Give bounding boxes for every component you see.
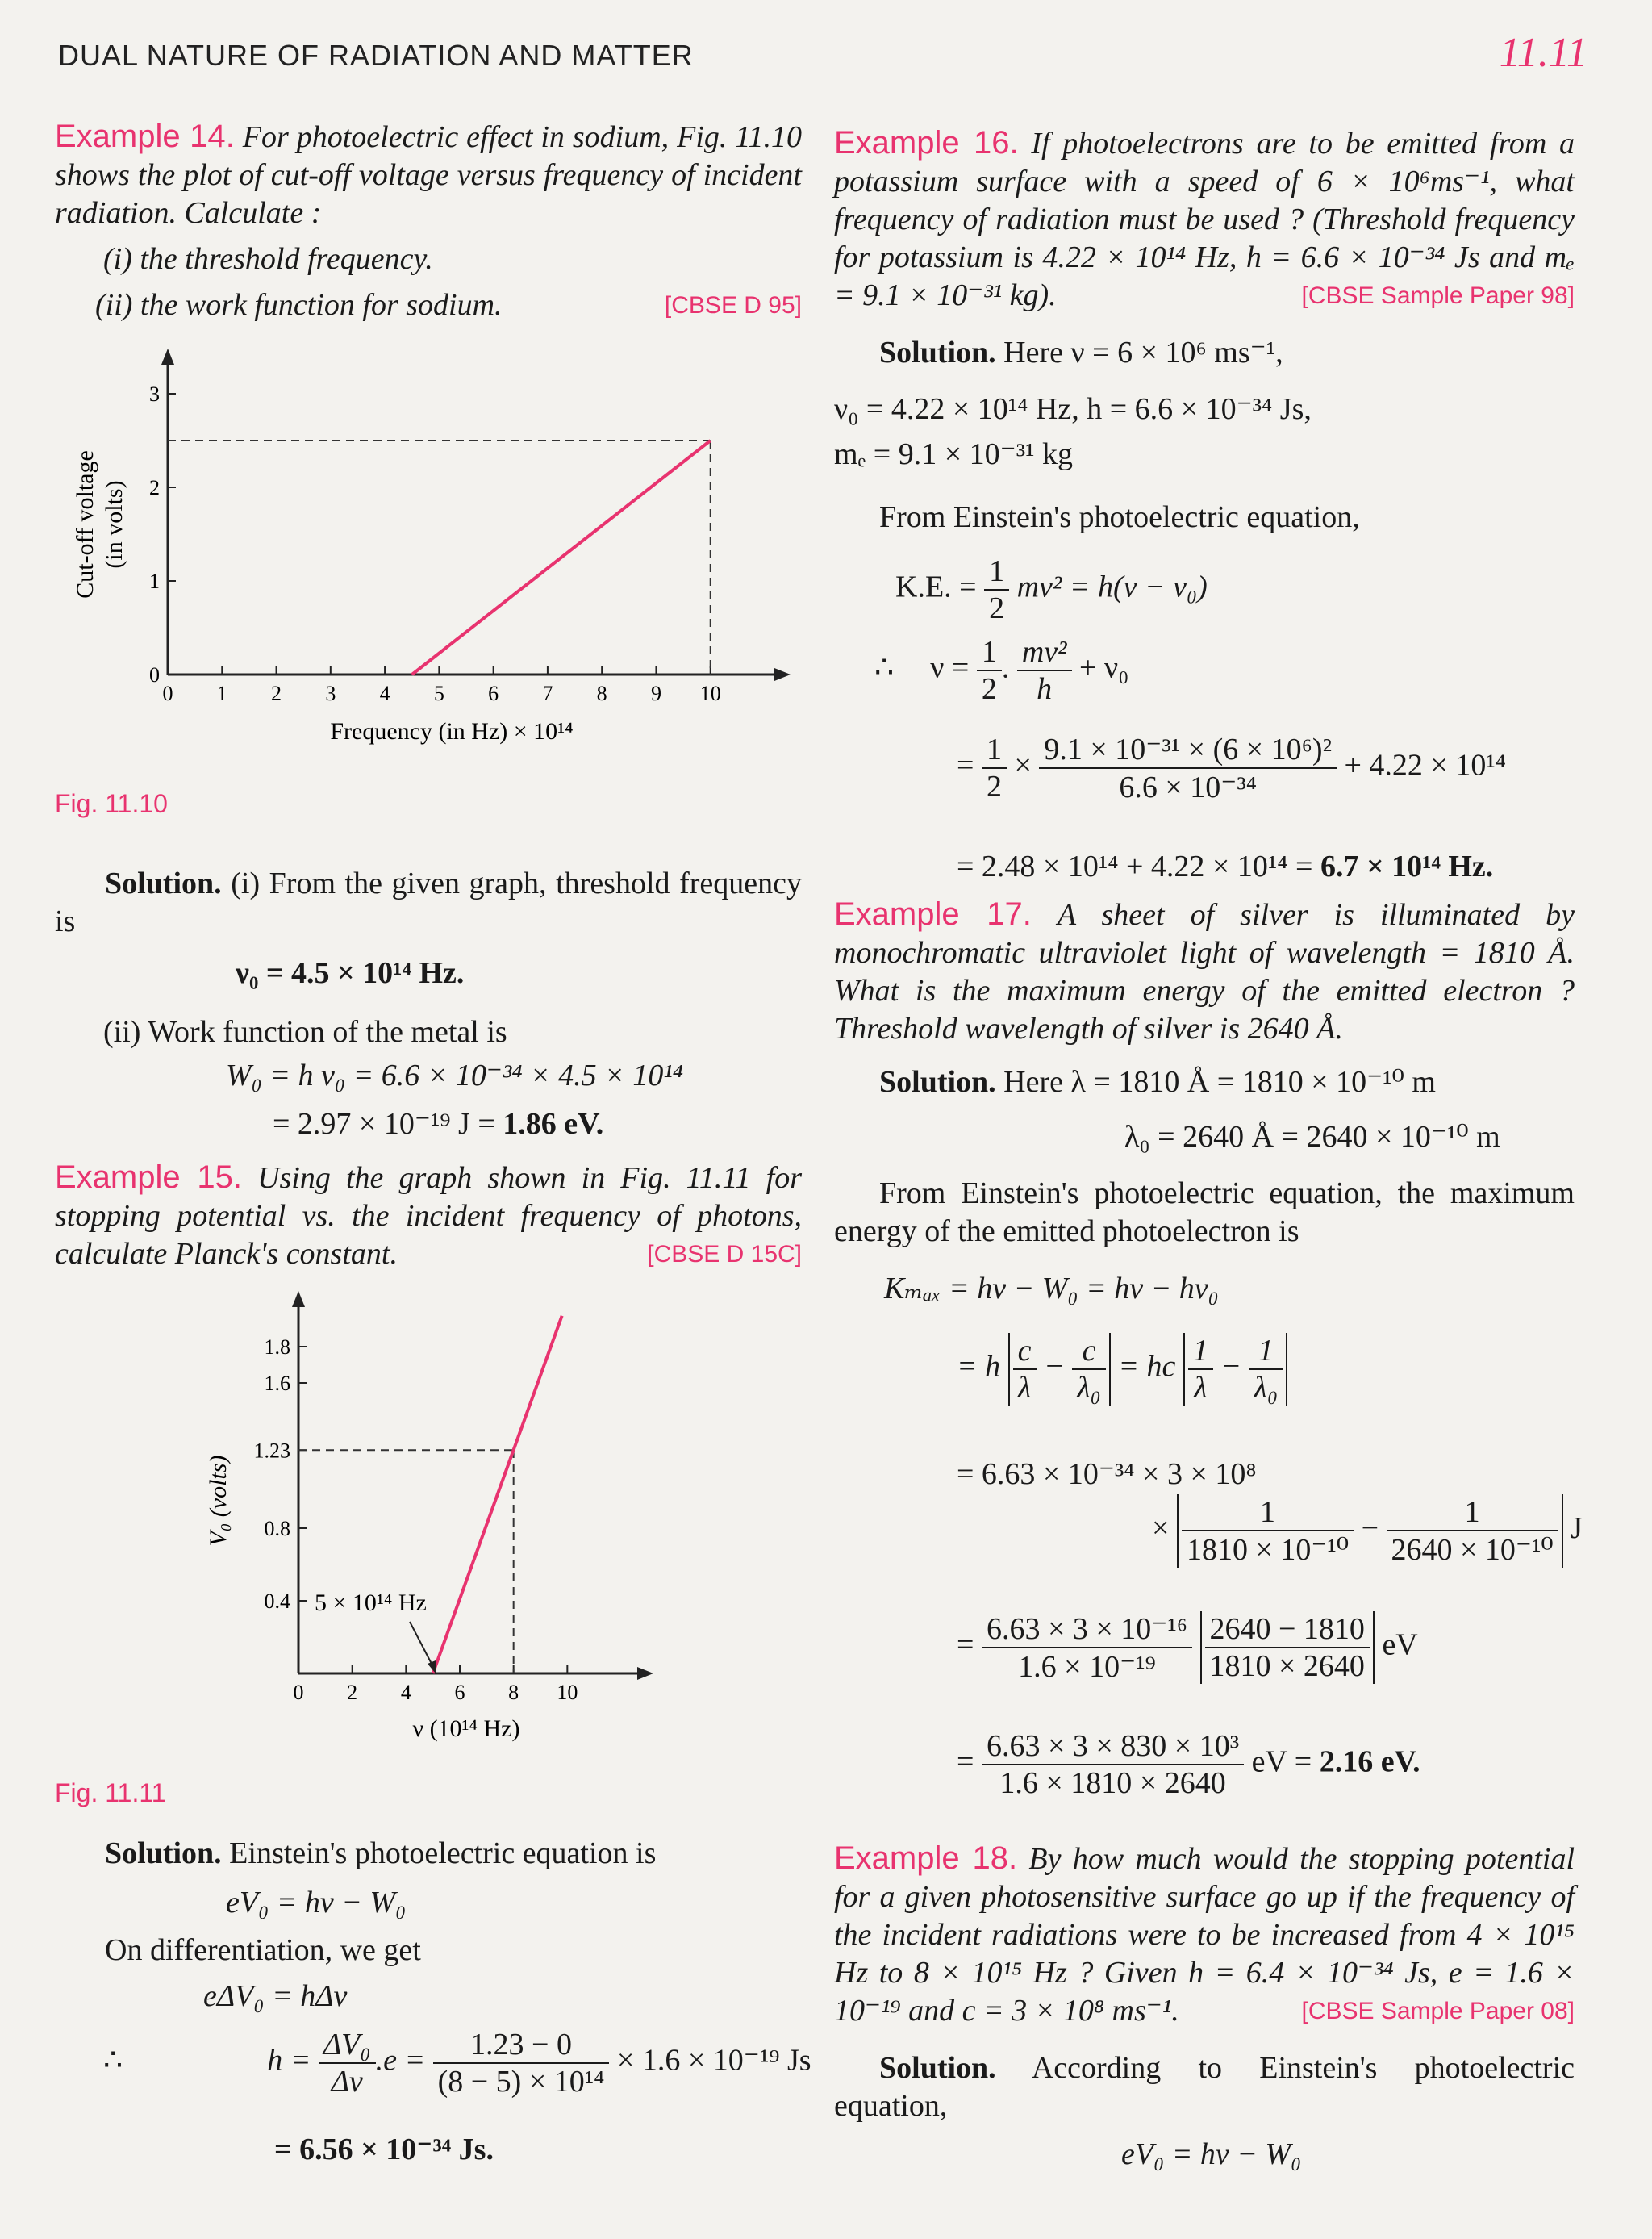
solution-15-lead: Solution. — [105, 1836, 222, 1870]
frac-substitution: $\frac{\text{9.1 × 10⁻³¹ × (6 × 10⁶)²}}{\text{6.6 × 10⁻³⁴}}$ — [1039, 731, 1337, 805]
solution-14-eq3 — [273, 1105, 603, 1142]
fig10-x-axis-title: Frequency (in Hz) × 10¹⁴ — [330, 718, 574, 745]
fig11-x-tick-label: 6 — [454, 1681, 465, 1704]
solution-17-num1: = 6.63 × 10⁻³⁴ × 3 × 10⁸ — [957, 1457, 1257, 1491]
solution-14-eq1: ν₀ = 4.5 × 10¹⁴ Hz. — [236, 956, 465, 990]
solution-16-substitution: = $\frac{1}{2}$ × $\frac{\text{9.1 × 10⁻³¹ × (6 × 10⁶)²}}{\text{6.6 × 10⁻³⁴}}$ + 4.22 × 10¹⁴ — [957, 733, 1506, 804]
page-number: 11.11 — [1499, 30, 1587, 76]
example-17-text: A sheet of silver is illuminated by monochromatic ultraviolet light of wavelength = 1810 Å. What is the maximum energy of the emitted electron ? Threshold wavelength of silver is 2640 Å. — [834, 898, 1575, 1046]
example-14-text: For photoelectric effect in sodium, Fig. 11.10 shows the plot of cut-off voltage versus frequency of incident radiation. Calculate : — [55, 120, 802, 230]
fig10-axes — [161, 349, 791, 681]
fig10-y-tick-label: 3 — [149, 382, 160, 406]
example-16-label: Example 16 — [834, 125, 1010, 161]
fig10-x-tick-label: 6 — [488, 682, 499, 705]
frac-half-3: $\frac{1}{2}$ — [982, 732, 1007, 804]
example-14: Example 14. For photoelectric effect in sodium, Fig. 11.10 shows the plot of cut-off voltage versus frequency of incident radiation. Calculate : — [55, 119, 802, 230]
solution-15-line1: Einstein's photoelectric equation is — [229, 1836, 657, 1870]
solution-16-line4: From Einstein's photoelectric equation, — [879, 500, 1360, 534]
example-18: Example 18. By how much would the stopping potential for a given photosensitive surface go up if the frequency of the incident radiations were to be increased from 4 × 10¹⁵ Hz to 8 × 10¹⁵ Hz ? Given h = 6.4 × 10⁻³⁴ Js, e = 1.6 × 10⁻¹⁹ and c = 3 × 10⁸ ms⁻¹. [CBSE Sample Paper 08] — [834, 1840, 1575, 2030]
fig11-x-tick-label: 10 — [557, 1681, 578, 1704]
fig10-x-tick-label: 3 — [325, 682, 336, 705]
frac-mv2-h: $\frac{\text{mv²}}{h}$ — [1017, 634, 1072, 707]
example-14-source: [CBSE D 95] — [664, 292, 802, 319]
solution-16-here-text: Here ν = 6 × 10⁶ ms⁻¹, — [1003, 336, 1283, 370]
solution-17-lead: Solution. — [879, 1065, 996, 1099]
example-16-source: [CBSE Sample Paper 98] — [1301, 282, 1575, 309]
fig-11-10-caption: Fig. 11.10 — [55, 789, 168, 818]
ke-rhs: mv² = h(ν − ν₀) — [1016, 570, 1208, 604]
chapter-title: DUAL NATURE OF RADIATION AND MATTER — [58, 39, 694, 72]
example-17-label: Example 17 — [834, 896, 1023, 932]
fig11-x-tick-label: 2 — [347, 1681, 358, 1704]
fig11-annotation-arrow — [410, 1622, 432, 1664]
solution-15-eq4: = 6.56 × 10⁻³⁴ Js. — [274, 2132, 494, 2166]
fig10-x-tick-label: 2 — [271, 682, 282, 705]
fig10-y-tick-label: 0 — [149, 663, 160, 687]
fig11-y-tick-label: 0.4 — [264, 1589, 290, 1613]
solution-16-answer: 6.7 × 10¹⁴ Hz. — [1320, 850, 1494, 883]
example-14-part2-text: (ii) the work function for sodium. — [95, 288, 503, 322]
example-15: Example 15. Using the graph shown in Fig. 11.11 for stopping potential vs. the incident frequency of photons, calculate Planck's constant. [CBSE D 15C] — [55, 1159, 802, 1273]
fig11-x-tick-label: 0 — [293, 1681, 304, 1704]
solution-17-line2: λ₀ = 2640 Å = 2640 × 10⁻¹⁰ m — [1124, 1120, 1500, 1154]
fig11-x-tick-label: 4 — [400, 1681, 411, 1704]
solution-16-ke — [895, 553, 1208, 626]
solution-17-here — [879, 1063, 1436, 1101]
example-18-source: [CBSE Sample Paper 08] — [1301, 1998, 1575, 2024]
solution-17-num2: × $\frac{1}{\text{1810 × 10⁻¹⁰}}$ − $\frac{1}{\text{2640 × 10⁻¹⁰}}$ J — [1152, 1495, 1583, 1567]
fig10-y-tick-label: 1 — [149, 570, 160, 593]
solution-17-kmax: Kₘₐₓ = hν − W₀ = hν − hν₀ — [884, 1272, 1219, 1305]
solution-16-here — [879, 334, 1283, 372]
solution-14-eq3-text: = 2.97 × 10⁻¹⁹ J = — [273, 1107, 503, 1141]
solution-14-line1: (i) From the given graph, threshold frequency is — [55, 867, 802, 938]
solution-18-line1: According to Einstein's photoelectric equation, — [834, 2051, 1575, 2123]
example-14-part1: (i) the threshold frequency. — [103, 242, 433, 276]
fig11-series-line — [433, 1316, 562, 1673]
fig10-y-tick-label: 2 — [149, 476, 160, 499]
example-16-text: If photoelectrons are to be emitted from a potassium surface with a speed of 6 × 10⁶ms⁻¹, what frequency of radiation must be used ? (Threshold frequency for potassium is 4.22 × 10¹⁴ Hz, h = 6.6 × 10⁻³⁴ Js and mₑ = 9.1 × 10⁻³¹ kg). — [834, 127, 1575, 312]
frac-half: $\frac{1}{2}$ — [984, 553, 1009, 626]
eq3-lhs: h = — [267, 2043, 311, 2078]
fig10-x-tick-label: 9 — [650, 682, 661, 705]
solution-17-ev2: = $\frac{\text{6.63 × 3 × 830 × 10³}}{1.6 \times 1810 \times 2640}$ eV = 2.16 eV. — [957, 1729, 1420, 1800]
solution-15-intro — [105, 1835, 656, 1873]
example-14-part2 — [95, 286, 802, 324]
solution-17-answer: 2.16 eV. — [1319, 1744, 1420, 1779]
figure-11-10 — [65, 347, 807, 767]
fig11-y-tick-label: 1.8 — [264, 1335, 290, 1359]
solution-16-result: = 2.48 × 10¹⁴ + 4.22 × 10¹⁴ = 6.7 × 10¹⁴ Hz. — [957, 850, 1494, 883]
ke-lhs: K.E. = — [895, 570, 977, 604]
fig10-x-tick-label: 7 — [542, 682, 553, 705]
solution-14-line2: (ii) Work function of the metal is — [103, 1015, 507, 1049]
eq3-rhs: × 1.6 × 10⁻¹⁹ Js — [616, 2043, 811, 2078]
solution-16-nu: ∴ ν = $\frac{1}{2}$ . $\frac{\text{mv²}}{h}$ + ν₀ — [874, 635, 1129, 706]
solution-16-line2: ν₀ = 4.22 × 10¹⁴ Hz, h = 6.6 × 10⁻³⁴ Js, — [834, 392, 1312, 426]
solution-14-intro — [55, 865, 802, 941]
eq3-mid: .e = — [375, 2043, 426, 2078]
frac-half-2: $\frac{1}{2}$ — [977, 634, 1002, 707]
therefore-symbol: ∴ — [103, 2043, 123, 2078]
solution-16-lead: Solution. — [879, 336, 996, 370]
frac-numeric: $\frac{1.23 - 0}{\text{(8 − 5) × 10¹⁴}}$ — [433, 2027, 610, 2099]
example-16: Example 16. If photoelectrons are to be emitted from a potassium surface with a speed of 6 × 10⁶ms⁻¹, what frequency of radiation must be used ? (Threshold frequency for potassium is 4.22 × 10¹⁴ Hz, h = 6.6 × 10⁻³⁴ Js and mₑ = 9.1 × 10⁻³¹ kg). [CBSE Sample Paper 98] — [834, 124, 1575, 315]
therefore-symbol: ∴ — [874, 650, 895, 685]
fig11-x-axis-title: ν (10¹⁴ Hz) — [412, 1715, 520, 1742]
example-17: Example 17. A sheet of silver is illuminated by monochromatic ultraviolet light of wavelength = 1810 Å. What is the maximum energy of the emitted electron ? Threshold wavelength of silver is 2640 Å. — [834, 896, 1575, 1046]
fig11-y-tick-label: 0.8 — [264, 1517, 290, 1540]
example-18-text: By how much would the stopping potential for a given photosensitive surface go up if the frequency of the incident radiations were to be increased from 4 × 10¹⁵ Hz to 8 × 10¹⁵ Hz ? Given h = 6.4 × 10⁻³⁴ Js, e = 1.6 × 10⁻¹⁹ and c = 3 × 10⁸ ms⁻¹. — [834, 1842, 1575, 2028]
solution-17-hc: = h $\frac{c}{\lambda}$ − $\frac{c}{\text{λ₀}}$ = hc $\frac{1}{\lambda}$ − $\frac{1}{\text{λ₀}}$ — [957, 1333, 1287, 1406]
fig10-y-axis-title: Cut-off voltage (in volts) — [72, 450, 127, 599]
solution-15-eq1: eV₀ = hν − W₀ — [226, 1886, 407, 1919]
solution-18-eq1: eV₀ = hν − W₀ — [1121, 2137, 1302, 2171]
solution-16-line3: mₑ = 9.1 × 10⁻³¹ kg — [834, 437, 1074, 471]
frac-delta-v: $\frac{\text{ΔV₀}}{\Delta\nu}$ — [319, 2027, 376, 2099]
fig11-y-tick-label: 1.6 — [264, 1372, 290, 1395]
solution-14-eq3-result: 1.86 eV. — [503, 1107, 604, 1141]
nu-rhs: + ν₀ — [1079, 650, 1129, 685]
fig10-x-tick-label: 0 — [162, 682, 173, 705]
solution-15-line2: On differentiation, we get — [105, 1933, 421, 1967]
solution-17-here-text: Here λ = 1810 Å = 1810 × 10⁻¹⁰ m — [1003, 1065, 1436, 1099]
example-15-label: Example 15 — [55, 1159, 233, 1195]
fig11-axes — [292, 1291, 653, 1680]
example-15-text: Using the graph shown in Fig. 11.11 for stopping potential vs. the incident frequency of photons, calculate Planck's constant. — [55, 1161, 802, 1271]
example-15-source: [CBSE D 15C] — [647, 1241, 802, 1268]
nu-lhs: ν = — [930, 650, 970, 685]
solution-14-lead: Solution. — [105, 867, 222, 900]
fig11-y-tick-label: 1.23 — [253, 1439, 290, 1463]
example-14-label: Example 14 — [55, 119, 226, 154]
solution-14-eq2: W₀ = h ν₀ = 6.6 × 10⁻³⁴ × 4.5 × 10¹⁴ — [226, 1059, 683, 1092]
fig10-x-tick-label: 10 — [699, 682, 721, 705]
fig11-annotation: 5 × 10¹⁴ Hz — [315, 1589, 427, 1616]
solution-18-lead: Solution. — [879, 2051, 996, 2085]
fig10-x-tick-label: 1 — [216, 682, 227, 705]
solution-17-line3: From Einstein's photoelectric equation, the maximum energy of the emitted photoelectron is — [834, 1176, 1575, 1248]
solution-15-eq3 — [103, 2027, 811, 2099]
solution-18-intro — [834, 2049, 1575, 2125]
fig11-y-axis-title: V₀ (volts) — [205, 1455, 232, 1547]
fig10-x-tick-label: 8 — [596, 682, 607, 705]
fig10-x-tick-label: 4 — [379, 682, 390, 705]
fig-11-11-caption: Fig. 11.11 — [55, 1778, 166, 1807]
solution-17-ev1: = $\frac{\text{6.63 × 3 × 10⁻¹⁶}}{\text{1.6 × 10⁻¹⁹}}$ $\frac{2640 - 1810}{1810 \times 2640}$ eV — [957, 1612, 1418, 1684]
fig10-series-line — [412, 441, 711, 675]
fig11-x-tick-label: 8 — [508, 1681, 519, 1704]
figure-11-11 — [186, 1291, 686, 1759]
fig10-x-tick-label: 5 — [433, 682, 444, 705]
example-18-label: Example 18 — [834, 1840, 1008, 1876]
solution-15-eq2: eΔV₀ = hΔν — [203, 1979, 348, 2013]
